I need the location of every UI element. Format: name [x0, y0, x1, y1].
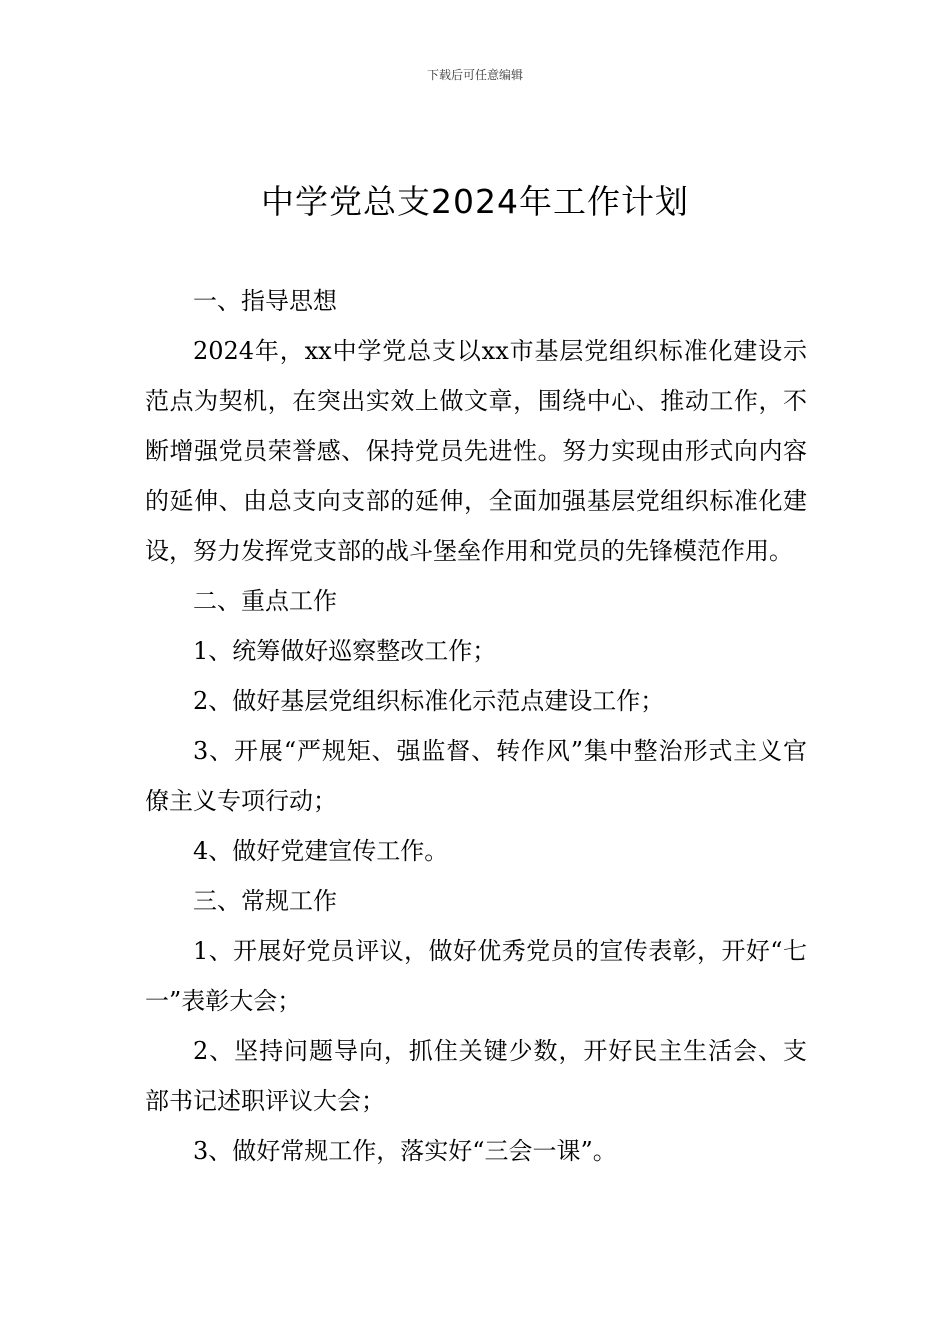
section-heading-guiding-ideology: 一、指导思想 — [193, 287, 337, 315]
document-body — [145, 276, 807, 1176]
key-work-item-1: 1、统筹做好巡察整改工作； — [193, 637, 497, 665]
key-work-item-2: 2、做好基层党组织标准化示范点建设工作； — [193, 687, 665, 715]
section-heading-routine-work: 三、常规工作 — [193, 887, 337, 915]
section-heading-key-work: 二、重点工作 — [193, 587, 337, 615]
document-title: 中学党总支2024年工作计划 — [261, 182, 689, 221]
routine-work-item-2: 2、坚持问题导向，抓住关键少数，开好民主生活会、支部书记述职评议大会； — [145, 1037, 807, 1115]
routine-work-item-1: 1、开展好党员评议，做好优秀党员的宣传表彰，开好“七一”表彰大会； — [145, 937, 807, 1015]
guiding-ideology-paragraph: 2024年，xx中学党总支以xx市基层党组织标准化建设示范点为契机，在突出实效上做文章，围绕中心、推动工作，不断增强党员荣誉感、保持党员先进性。努力实现由形式向内容的延伸、由总支向支部的延伸，全面加强基层党组织标准化建设，努力发挥党支部的战斗堡垒作用和党员的先锋模范作用。 — [145, 337, 807, 565]
key-work-item-4: 4、做好党建宣传工作。 — [193, 837, 449, 865]
page-header-note: 下载后可任意编辑 — [426, 68, 523, 82]
routine-work-item-3: 3、做好常规工作，落实好“三会一课”。 — [193, 1137, 617, 1165]
key-work-item-3: 3、开展“严规矩、强监督、转作风”集中整治形式主义官僚主义专项行动； — [145, 737, 807, 815]
